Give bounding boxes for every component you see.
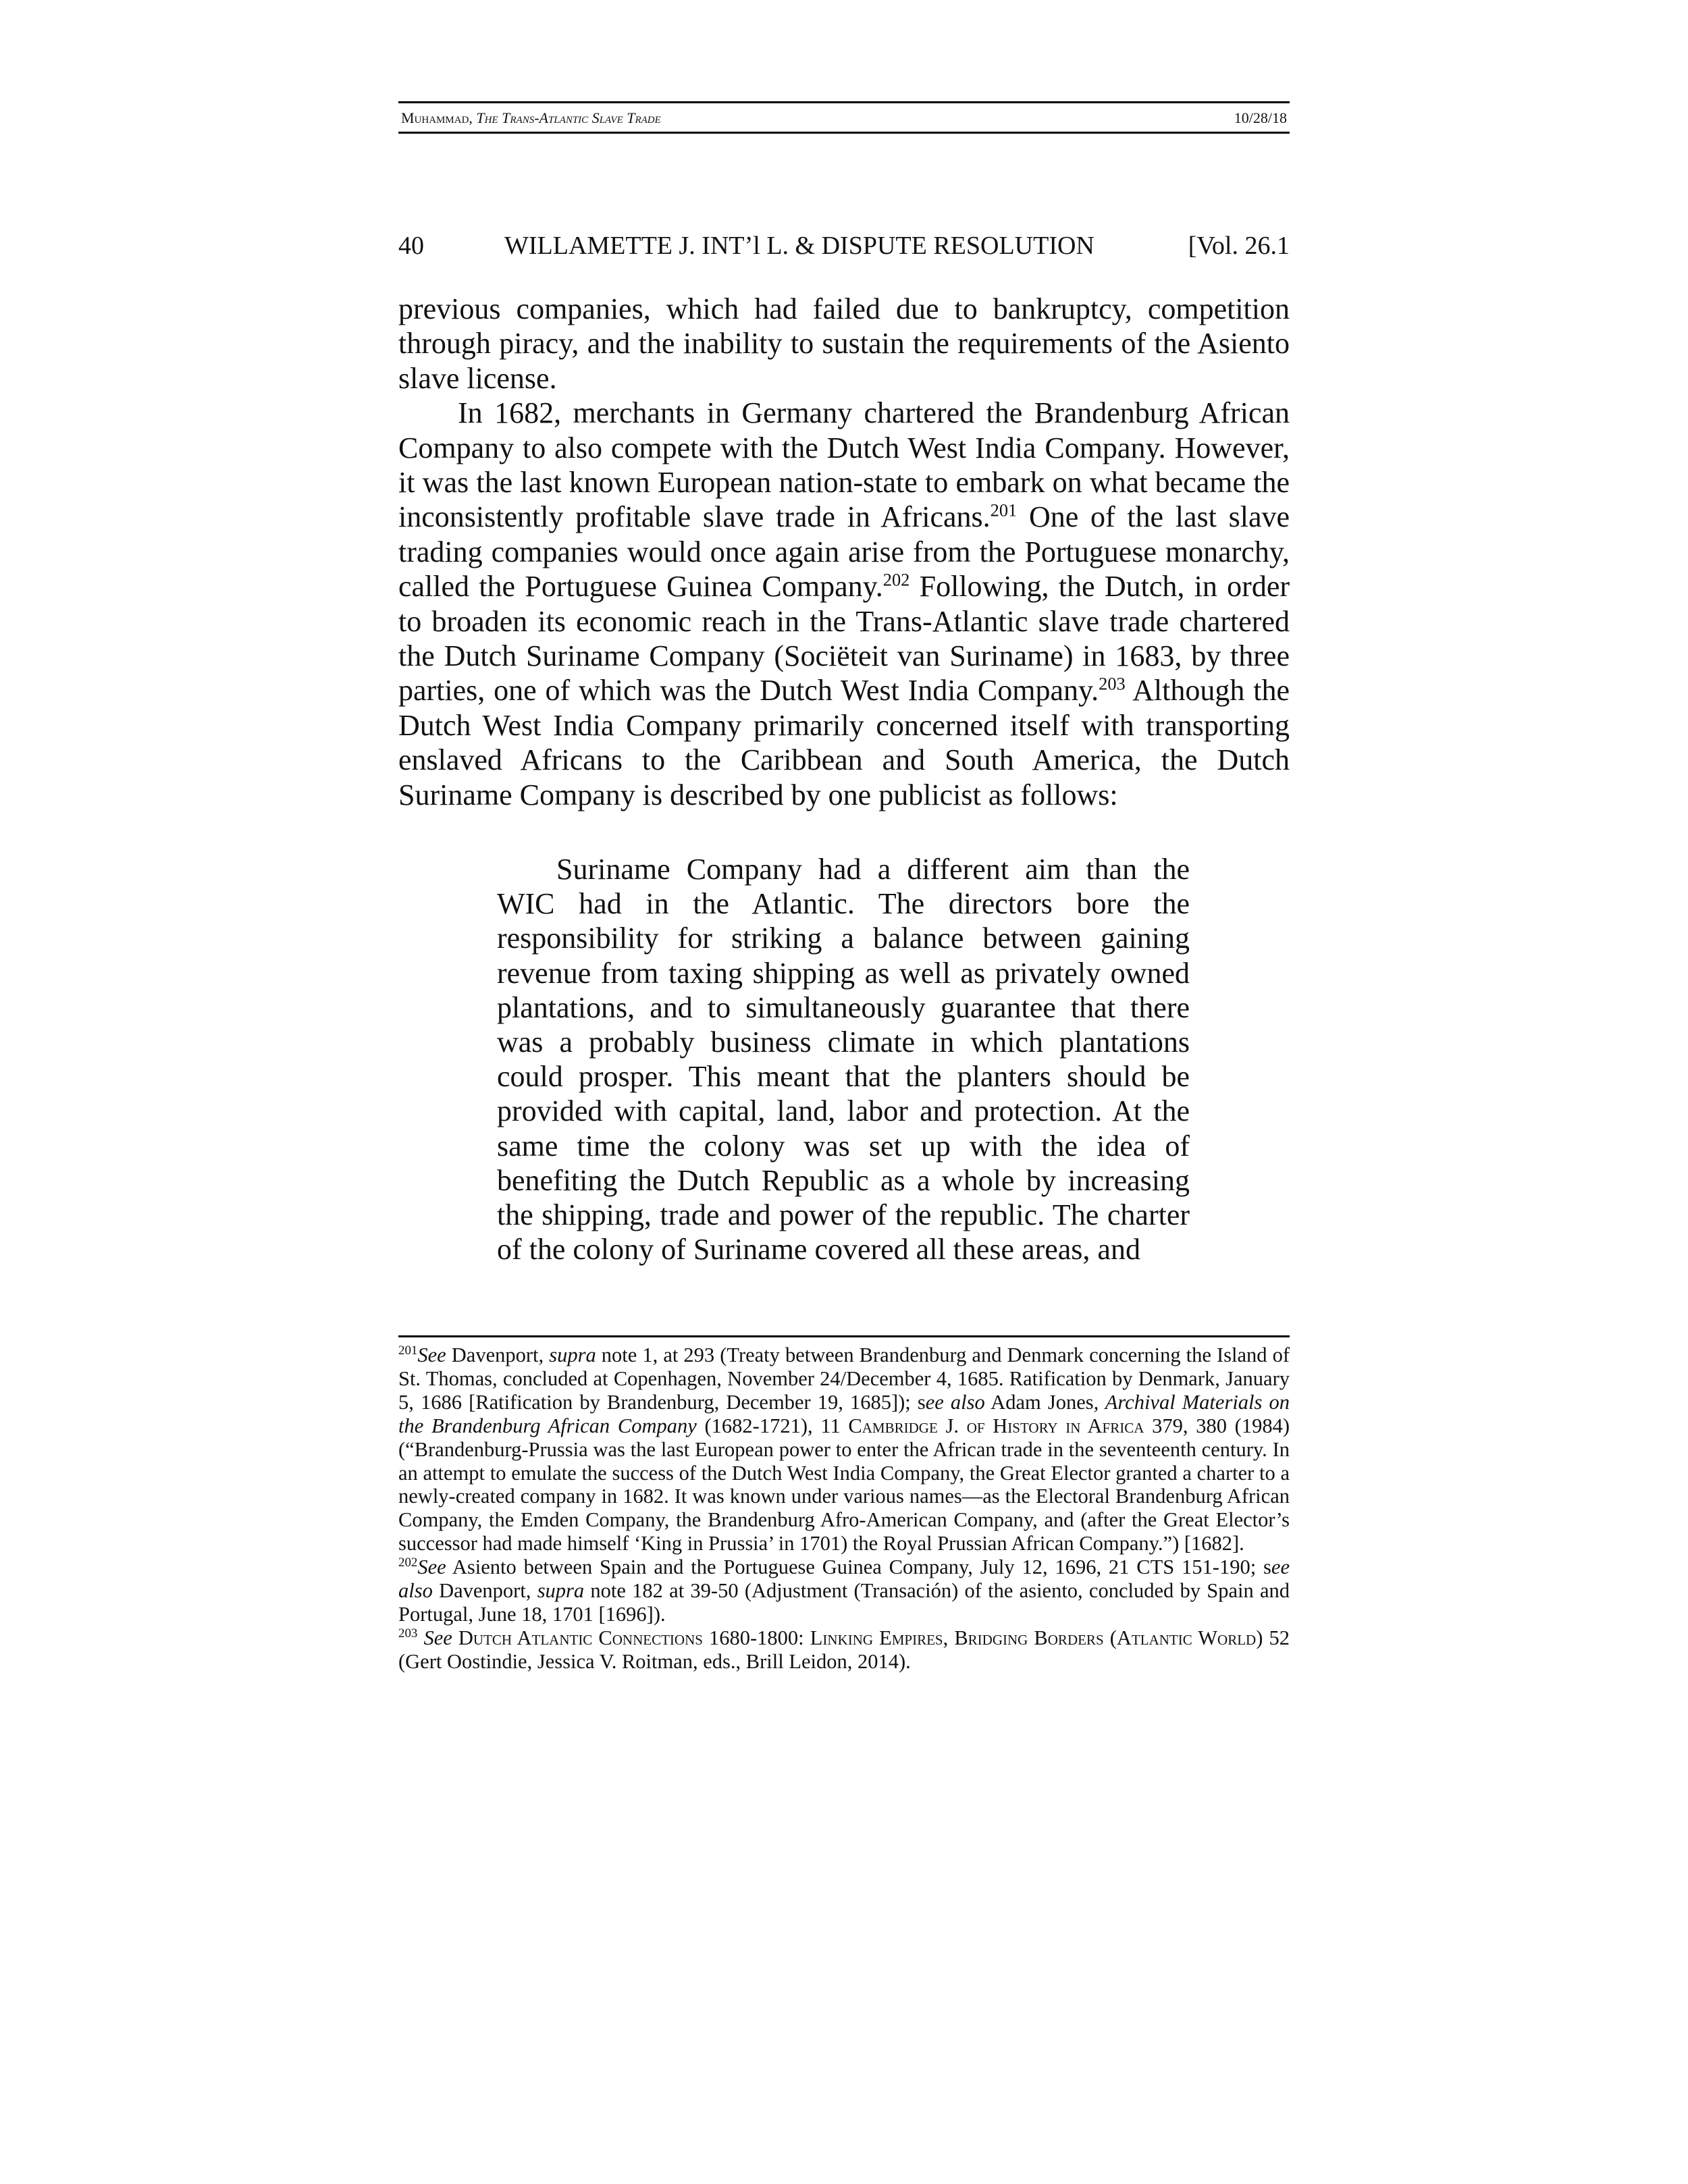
running-head-title: Muhammad, The Trans-Atlantic Slave Trade <box>401 109 661 126</box>
footnote-202-number: 202 <box>398 1555 418 1570</box>
footnote-202-text-c: note 182 at 39-50 (Adjustment (Transación) of the asiento, concluded by Spain and Portugal, June 18, 1701 [1696]). <box>398 1579 1290 1626</box>
footnote-201-supra: , supra <box>538 1343 596 1366</box>
footnote-202-text-a: Asiento between Spain and the Portuguese Guinea Company, July 12, 1696, 21 CTS 151-190; s <box>446 1555 1271 1579</box>
page-number: 40 <box>398 232 424 260</box>
footnote-201-see: See <box>417 1343 446 1366</box>
footnote-202-supra: supra <box>537 1579 585 1603</box>
paragraph-2 <box>398 396 1290 812</box>
footnote-203-number: 203 <box>398 1626 418 1641</box>
footnote-202-see: See <box>417 1555 446 1579</box>
footnote-ref-203[interactable]: 203 <box>1099 673 1126 694</box>
footnote-201-see-also: ee also <box>925 1390 985 1414</box>
footnote-202-text-b: Davenport, <box>432 1579 537 1603</box>
paragraph-2-sentence-2: One of the last slave trading companies would once again arise from the Portuguese monarchy, called the Portuguese Guinea Company. <box>398 500 1290 604</box>
journal-name: WILLAMETTE J. INT’l L. & DISPUTE RESOLUTION <box>504 232 1094 260</box>
footnote-203 <box>398 1626 1290 1674</box>
footnote-203-see: See <box>417 1626 452 1649</box>
body-text <box>398 292 1290 812</box>
paragraph-2-sentence-4: Although the Dutch West India Company primarily concerned itself with transporting enslaved Africans to the Caribbean and South America, the Dutch Suriname Company is described by one publicist as follows: <box>398 674 1290 811</box>
footnote-201-text-a: Davenport <box>446 1343 539 1366</box>
footnote-203-text-c: ) 52 (Gert Oostindie, Jessica V. Roitman, eds., Brill Leidon, 2014). <box>398 1626 1290 1673</box>
footnote-201-journal: Cambridge J. of History in Africa <box>848 1414 1144 1437</box>
footnotes <box>398 1343 1290 1674</box>
running-head-author: Muhammad <box>401 109 469 126</box>
paragraph-2-sentence-3: Following, the Dutch, in order to broaden its economic reach in the Trans-Atlantic slave trade chartered the Dutch Suriname Company (Sociëteit van Suriname) in 1683, by three parties, one of which was the Dutch West India Company. <box>398 570 1290 708</box>
paragraph-2-sentence-1: In 1682, merchants in Germany chartered the Brandenburg African Company to also compete with the Dutch West India Company. However, it was the last known European nation-state to embark on what became the inconsistently profitable slave trade in Africans. <box>398 396 1290 534</box>
footnote-201-text-d: (1682-1721), 11 <box>696 1414 849 1437</box>
footnote-203-text-a: 1680-1800: <box>702 1626 810 1649</box>
block-quote-text: Suriname Company had a different aim than the WIC had in the Atlantic. The directors bore the responsibility for striking a balance between gaining revenue from taxing shipping as well as privately owned plantations, and to simultaneously guarantee that there was a probably business climate in which plantations could prosper. This meant that the planters should be provided with capital, land, labor and protection. At the same time the colony was set up with the idea of benefiting the Dutch Republic as a whole by increasing the shipping, trade and power of the republic. The charter of the colony of Suriname covered all these areas, and <box>497 853 1190 1267</box>
footnote-ref-201[interactable]: 201 <box>990 500 1018 521</box>
footnote-203-series: Atlantic World <box>1116 1626 1257 1649</box>
footnote-201-text-c: Adam Jones <box>984 1390 1094 1414</box>
footnote-ref-202[interactable]: 202 <box>882 569 910 590</box>
footnote-202-see-also: ee also <box>398 1555 1290 1603</box>
footnote-203-title: Dutch Atlantic Connections <box>452 1626 703 1649</box>
footnote-203-text-b: ( <box>1103 1626 1117 1649</box>
footnote-201-number: 201 <box>398 1343 418 1358</box>
block-quote <box>497 852 1190 1267</box>
footnote-202 <box>398 1555 1290 1626</box>
footnote-203-subtitle: Linking Empires, Bridging Borders <box>810 1626 1104 1649</box>
running-head-article-title: The Trans-Atlantic Slave Trade <box>476 109 661 126</box>
volume-label: [Vol. 26.1 <box>1188 232 1290 260</box>
footnote-201-text-b: note 1, at 293 (Treaty between Brandenburg and Denmark concerning the Island of St. Thomas, concluded at Copenhagen, November 24/December 4, 1685. Ratification by Denmark, January 5, 1686 [Ratification by Brandenburg, December 19, 1685]); s <box>398 1343 1290 1414</box>
footnote-divider <box>398 1335 1290 1337</box>
footnote-201 <box>398 1343 1290 1555</box>
footnote-201-text-e: 379, 380 (1984) (“Brandenburg-Prussia was the last European power to enter the African trade in the seventeenth century. In an attempt to emulate the success of the Dutch West India Company, the Great Elector granted a charter to a newly-created company in 1682. It was known under various names—as the Electoral Brandenburg African Company, the Emden Company, the Brandenburg Afro-American Company, and (after the Great Elector’s successor had made himself ‘King in Prussia’ in 1701) the Royal Prussian African Company.”) [1682]. <box>398 1414 1290 1555</box>
running-head-date: 10/28/18 <box>1234 109 1287 126</box>
paragraph-1: previous companies, which had failed due to bankruptcy, competition through piracy, and the inability to sustain the requirements of the Asiento slave license. <box>398 292 1290 395</box>
footnote-201-title: , Archival Materials on the Brandenburg African Company <box>398 1390 1290 1437</box>
running-head <box>398 101 1290 134</box>
page-header <box>398 227 1290 267</box>
